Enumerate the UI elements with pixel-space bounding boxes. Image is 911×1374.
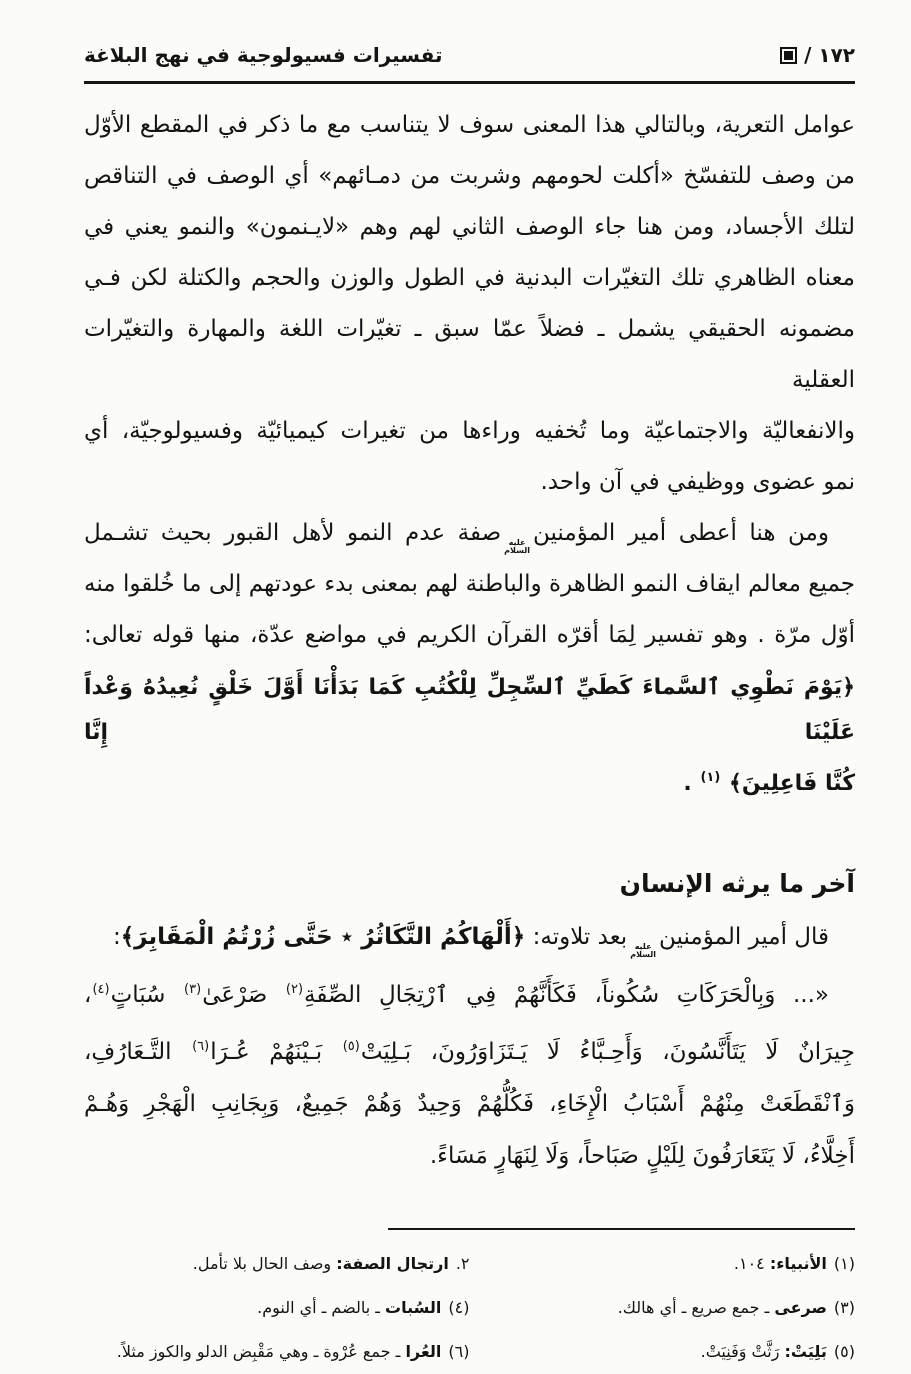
footnote-text: ـ جمع عُرْوة ـ وهي مَقْبِض الدلو والكوز مثلاً. [116, 1342, 406, 1361]
quran-verse [84, 665, 855, 806]
paragraph-1 [84, 100, 855, 508]
footnotes-columns [84, 1242, 855, 1374]
page-header [84, 38, 855, 72]
footnote-marker: (٢) [285, 982, 304, 997]
alayhi-salam-symbol: عليه السلام [504, 538, 530, 555]
footnotes-column-left [84, 1242, 470, 1374]
body-line: ومن هنا أعطى أمير المؤمنين عليه السلام صفة عدم النمو لأهل القبور بحيث تشـمل [84, 520, 829, 555]
page-number-separator: / [804, 43, 812, 67]
footnotes [84, 1228, 855, 1374]
quran-verse-line: كُنَّا فَاعِلِينَ﴾ $^{(١)}$ . [683, 770, 855, 796]
footnote-marker: (٦) [192, 1039, 210, 1054]
footnote-number: (٥) [833, 1342, 855, 1361]
footnote-item [84, 1242, 470, 1286]
page-content [84, 0, 855, 1374]
footnote-term: الأنبياء: [769, 1254, 827, 1273]
footnote-number: (٣) [833, 1298, 855, 1317]
footnotes-separator [388, 1228, 855, 1230]
footnote-number: (٤) [448, 1298, 470, 1317]
footnote-term: صرعى [774, 1298, 827, 1317]
page-number-value: ١٧٢ [818, 43, 855, 67]
body-line: نمو عضوى ووظيفي في آن واحد. [540, 469, 855, 495]
inline-quran-quote: ﴿أَلْهَاكُمُ التَّكَاثُرُ ٭ حَتَّى زُرْتُمُ الْمَقَابِرَ﴾ [120, 924, 526, 950]
body-line: معناه الظاهري تلك التغيّرات البدنية في الطول والوزن والحجم والكتلة لكن فـي [84, 265, 855, 291]
footnote-term: ارتجال الصفة: [336, 1254, 449, 1273]
alayhi-salam-symbol: عليه السلام [630, 942, 657, 959]
footnote-item [84, 1286, 470, 1330]
footnote-text: وصف الحال بلا تأمل. [192, 1254, 337, 1273]
hadith-line: جِيرَانٌ لَا يَتَأَنَّسُونَ، وَأَحِـبَّاءُ لَا يَـتَزَاوَرُونَ، بَـلِيَتْ$^{(٥)}$ بَـيْنَهُمْ عُـرَا$^{(٦)}$ التَّـعَارُفِ، [84, 1039, 855, 1065]
header-rule [84, 81, 855, 84]
footnote-text: ١٠٤. [733, 1254, 770, 1273]
body-line: مضمونه الحقيقي يشمل ـ فضلاً عمّا سبق ـ تغيّرات اللغة والمهارة والتغيّرات العقلية [84, 316, 855, 393]
footnote-term: بَلِيَتْ: [784, 1342, 827, 1361]
quran-verse-line: ﴿يَوْمَ نَطْوِي ٱلسَّماءَ كَطَيِّ ٱلسِّجِلِّ لِلْكُتُبِ كَمَا بَدَأْنَا أَوَّلَ خَلْقٍ نُعِيدُهُ وَعْداً عَلَيْنَا إِنَّا [84, 675, 855, 745]
footnote-marker: (٣) [184, 982, 202, 997]
footnote-marker: (٤) [92, 982, 110, 997]
footnote-text: ـ جمع صريع ـ أي هالك. [617, 1298, 775, 1317]
section-intro [84, 910, 855, 964]
footnote-item [470, 1330, 856, 1374]
body-line: عوامل التعرية، وبالتالي هذا المعنى سوف لا يتناسب مع ما ذكر في المقطع الأوّل [84, 112, 855, 138]
hadith-line: «... وَبِالْحَرَكَاتِ سُكُوناً، فَكَأَنَّهُمْ فِي ٱرْتِجَالِ الصِّفَةِ$^{(٢)}$ صَرْعَىٰ$^{(٣)}$ سُبَاتٍ$^{(٤)}$، [84, 982, 829, 1008]
book-title: تفسيرات فسيولوجية في نهج البلاغة [84, 43, 443, 67]
hadith-quote [84, 964, 855, 1182]
footnote-term: السُبات [385, 1298, 442, 1317]
body-line: والانفعاليّة والاجتماعيّة وما تُخفيه وراءها من تغيرات كيميائيّة وفسيولوجيّة، أي [84, 418, 855, 444]
hadith-line: أَخِلَّاءُ، لَا يَتَعَارَفُونَ لِلَيْلٍ صَبَاحاً، وَلَا لِنَهَارٍ مَسَاءً. [429, 1143, 855, 1169]
footnote-number: (١) [833, 1254, 855, 1273]
body-line: من وصف للتفسّخ «أكلت لحومهم وشربت من دمـائهم» أي الوصف في التناقص [84, 163, 855, 189]
footnote-number: ٢. [455, 1254, 470, 1273]
footnote-item [470, 1242, 856, 1286]
paragraph-2 [84, 508, 855, 661]
hadith-line: وَٱنْقَطَعَتْ مِنْهُمْ أَسْبَابُ الْإِخَاءِ، فَكُلُّهُمْ وَحِيدٌ وَهُمْ جَمِيعٌ، وَبِجَانِبِ الْهَجْرِ وَهُـمْ [84, 1091, 855, 1117]
footnote-number: (٦) [448, 1342, 470, 1361]
footnote-text: ـ بالضم ـ أي النوم. [257, 1298, 386, 1317]
page-number [780, 43, 855, 67]
body-line: لتلك الأجساد، ومن هنا جاء الوصف الثاني لهم وهم «لايـنمون» والنمو يعني في [84, 214, 855, 240]
square-marker-icon [780, 47, 797, 64]
footnote-marker: (١) [700, 770, 721, 785]
footnote-item [84, 1330, 470, 1374]
body-line: جميع معالم ايقاف النمو الظاهرة والباطنة لهم بمعنى بدء عودتهم إلى ما خُلقوا منه [84, 571, 855, 597]
footnotes-column-right [470, 1242, 856, 1374]
body-line: أوّل مرّة . وهو تفسير لِمَا أقرّه القرآن الكريم في مواضع عدّة، منها قوله تعالى: [84, 622, 855, 648]
footnote-marker: (٥) [342, 1039, 360, 1054]
footnote-item [470, 1286, 856, 1330]
footnote-text: رَثَّتْ وَفَنِيَتْ. [700, 1342, 785, 1361]
section-heading: آخر ما يرثه الإنسان [619, 869, 855, 898]
footnote-term: العُرا [405, 1342, 442, 1361]
intro-line: قال أمير المؤمنين عليه السلام بعد تلاوته: ﴿أَلْهَاكُمُ التَّكَاثُرُ ٭ حَتَّى زُرْتُمُ الْمَقَابِرَ﴾: [112, 924, 829, 959]
